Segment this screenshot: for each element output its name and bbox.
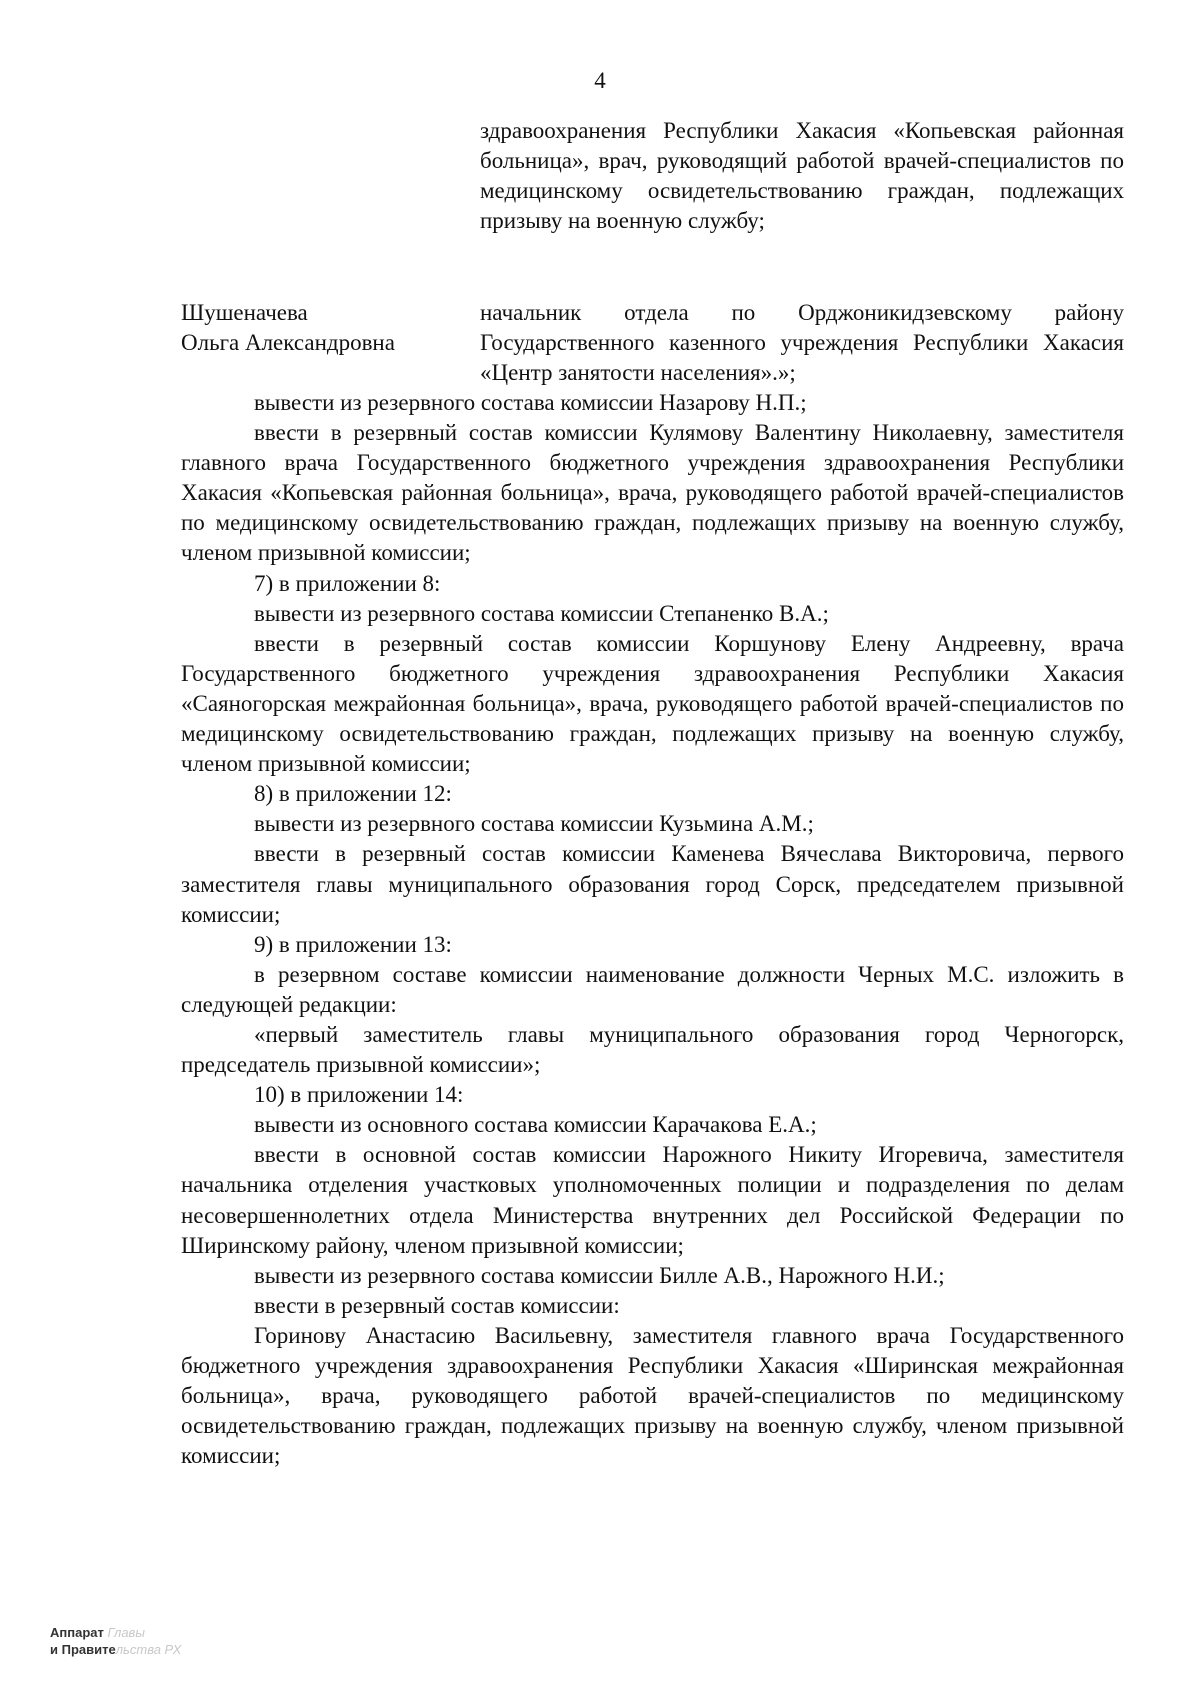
paragraph: «первый заместитель главы муниципального образования город Черногорск, председатель призывной комиссии»;: [181, 1021, 1124, 1078]
paragraph: ввести в резервный состав комиссии Коршунову Елену Андреевну, врача Государственного бюджетного учреждения здравоохранения Республики Хакасия «Саяногорская межрайонная больница», врача, руководящего работой врачей-специалистов по медицинскому освидетельствованию граждан, подлежащих призыву на военную службу, членом призывной комиссии;: [181, 630, 1124, 777]
office-stamp: [50, 1624, 181, 1658]
member-given-names: Ольга Александровна: [181, 330, 395, 355]
paragraph: 9) в приложении 13:: [254, 931, 452, 957]
paragraph: ввести в резервный состав комиссии Каменева Вячеслава Викторовича, первого заместителя главы муниципального образования город Сорск, председателем призывной комиссии;: [181, 841, 1124, 927]
paragraph: ввести в основной состав комиссии Нарожного Никиту Игоревича, заместителя начальника отделения участковых уполномоченных полиции и подразделения по делам несовершеннолетних отдела Министерства внутренних дел Российской Федерации по Ширинскому району, членом призывной комиссии;: [181, 1142, 1124, 1258]
document-body: [181, 388, 1124, 1471]
member-surname: Шушеначева: [181, 300, 308, 325]
paragraph: 7) в приложении 8:: [254, 570, 441, 596]
paragraph: в резервном составе комиссии наименование должности Черных М.С. изложить в следующей редакции:: [181, 961, 1124, 1017]
member-position: начальник отдела по Орджоникидзевскому району Государственного казенного учреждения Республики Хакасия «Центр занятости населения».»;: [480, 300, 1124, 385]
member-name: [181, 298, 461, 358]
stamp-line-1: Аппарат Главы: [50, 1625, 145, 1640]
stamp-line-2: и Правительства РХ: [50, 1642, 182, 1657]
paragraph: Горинову Анастасию Васильевну, заместителя главного врача Государственного бюджетного учреждения здравоохранения Республики Хакасия «Ширинская межрайонная больница», врача, руководящего работой врачей-специалистов по медицинскому освидетельствованию граждан, подлежащих призыву на военную службу, членом призывной комиссии;: [181, 1322, 1124, 1469]
paragraph: ввести в резервный состав комиссии Кулямову Валентину Николаевну, заместителя главного врача Государственного бюджетного учреждения здравоохранения Республики Хакасия «Копьевская районная больница», врача, руководящего работой врачей-специалистов по медицинскому освидетельствованию граждан, подлежащих призыву на военную службу, членом призывной комиссии;: [181, 420, 1124, 566]
paragraph: 8) в приложении 12:: [254, 781, 452, 807]
continuation-entry-text: здравоохранения Республики Хакасия «Копьевская районная больница», врач, руководящий работой врачей-специалистов по медицинскому освидетельствованию граждан, подлежащих призыву на военную службу;: [480, 118, 1124, 233]
paragraph: вывести из резервного состава комиссии Назарову Н.П.;: [254, 390, 807, 415]
paragraph: 10) в приложении 14:: [254, 1082, 464, 1108]
page-number: 4: [594, 68, 606, 93]
paragraph: ввести в резервный состав комиссии:: [254, 1292, 620, 1318]
paragraph: вывести из резервного состава комиссии Кузьмина А.М.;: [254, 811, 814, 837]
paragraph: вывести из резервного состава комиссии Билле А.В., Нарожного Н.И.;: [254, 1262, 945, 1288]
paragraph: вывести из основного состава комиссии Карачакова Е.А.;: [254, 1112, 817, 1138]
paragraph: вывести из резервного состава комиссии Степаненко В.А.;: [254, 600, 829, 626]
